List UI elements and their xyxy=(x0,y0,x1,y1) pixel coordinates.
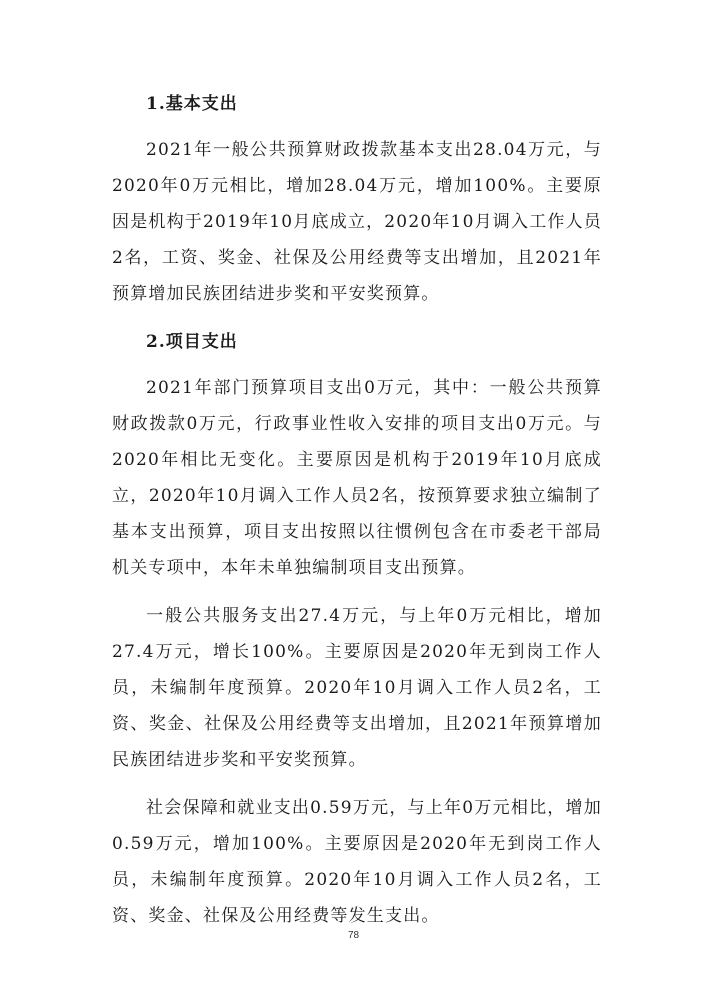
paragraph-project-expenditure: 2021年部门预算项目支出0万元，其中：一般公共预算财政拨款0万元，行政事业性收入安排的项目支出0万元。与2020年相比无变化。主要原因是机构于2019年10月底成立，2020年10月调入工作人员2名，按预算要求独立编制了基本支出预算，项目支出按照以往惯例包含在市委老干部局机关专项中，本年未单独编制项目支出预算。 xyxy=(112,378,602,578)
paragraph-public-service-expenditure: 一般公共服务支出27.4万元，与上年0万元相比，增加27.4万元，增长100%。主要原因是2020年无到岗工作人员，未编制年度预算。2020年10月调入工作人员2名，工资、奖金、社保及公用经费等支出增加，且2021年预算增加民族团结进步奖和平安奖预算。 xyxy=(112,606,602,770)
document-body xyxy=(112,86,602,946)
page-number: 78 xyxy=(347,930,360,941)
section-heading-project-expenditure: 2.项目支出 xyxy=(146,332,238,352)
paragraph-basic-expenditure: 2021年一般公共预算财政拨款基本支出28.04万元，与2020年0万元相比，增加28.04万元，增加100%。主要原因是机构于2019年10月底成立，2020年10月调入工作人员2名，工资、奖金、社保及公用经费等支出增加，且2021年预算增加民族团结进步奖和平安奖预算。 xyxy=(112,140,602,304)
paragraph-social-security-expenditure: 社会保障和就业支出0.59万元，与上年0万元相比，增加0.59万元，增加100%。主要原因是2020年无到岗工作人员，未编制年度预算。2020年10月调入工作人员2名，工资、奖金、社保及公用经费等发生支出。 xyxy=(112,798,602,926)
section-heading-basic-expenditure: 1.基本支出 xyxy=(146,94,238,114)
